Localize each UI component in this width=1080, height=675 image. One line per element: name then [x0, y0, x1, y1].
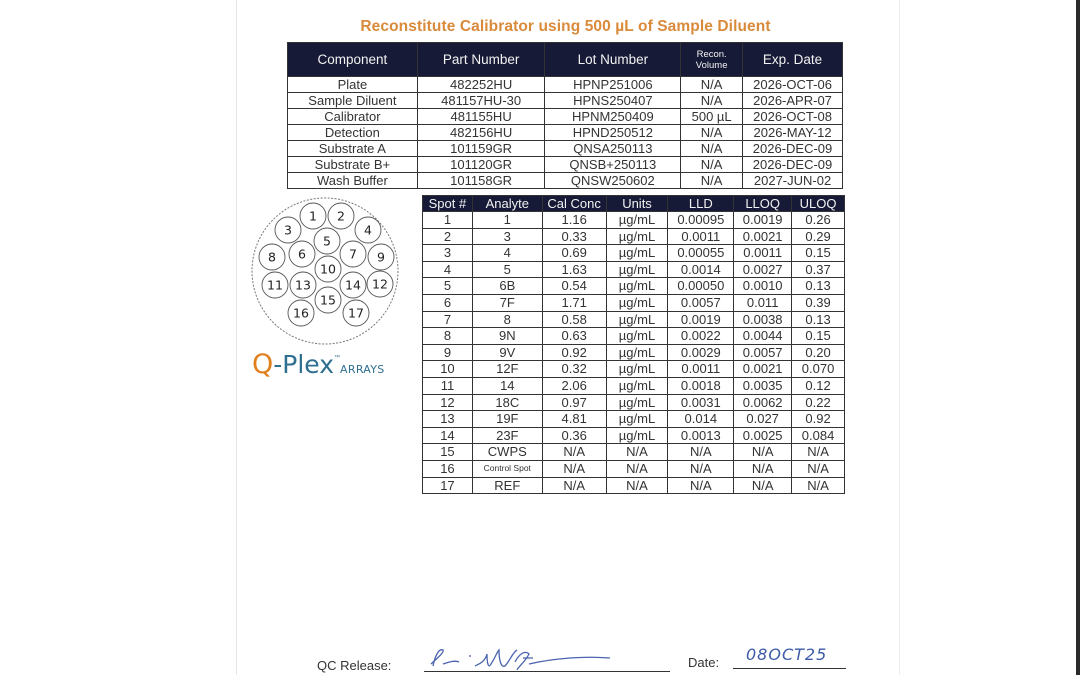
analyte: 14 — [472, 377, 542, 394]
lld: 0.014 — [668, 411, 734, 428]
document-title: Reconstitute Calibrator using 500 µL of Sample Diluent — [360, 18, 771, 35]
date-label: Date: — [688, 655, 720, 670]
logo-trademark: ™ — [334, 355, 341, 361]
component-row — [288, 109, 843, 125]
uloq: 0.92 — [792, 411, 845, 428]
spot-label: 3 — [284, 222, 292, 238]
spot-label: 17 — [348, 305, 364, 321]
part-number: 482252HU — [417, 77, 545, 93]
lld: 0.0018 — [668, 377, 734, 394]
header-spot-number: Spot # — [423, 196, 473, 212]
cal-conc: 4.81 — [542, 411, 606, 428]
header-lld: LLD — [668, 196, 734, 212]
spot-label: 12 — [372, 276, 388, 292]
spot-number: 16 — [423, 460, 473, 477]
part-number: 101159GR — [417, 141, 545, 157]
analyte: 12F — [472, 361, 542, 378]
lloq: 0.0011 — [734, 245, 792, 262]
lot-number: HPNP251006 — [545, 77, 681, 93]
lld: N/A — [668, 460, 734, 477]
analyte: 6B — [472, 278, 542, 295]
spot-label: 8 — [268, 249, 276, 265]
units: µg/mL — [606, 311, 668, 328]
units: µg/mL — [606, 361, 668, 378]
uloq: 0.13 — [792, 311, 845, 328]
uloq: 0.26 — [792, 212, 845, 229]
spot-row — [423, 311, 845, 328]
analyte: Control Spot — [472, 460, 542, 477]
spot-array-svg — [250, 196, 400, 346]
analyte: REF — [472, 477, 542, 494]
spot-row — [423, 477, 845, 494]
spot-label: 7 — [349, 246, 357, 262]
uloq: 0.15 — [792, 245, 845, 262]
spot-row — [423, 212, 845, 229]
spot-number: 9 — [423, 344, 473, 361]
cal-conc: 0.54 — [542, 278, 606, 295]
units: µg/mL — [606, 411, 668, 428]
uloq: 0.13 — [792, 278, 845, 295]
cal-conc: 0.92 — [542, 344, 606, 361]
analyte: 19F — [472, 411, 542, 428]
analyte: 3 — [472, 228, 542, 245]
qc-release-label: QC Release: — [317, 658, 392, 673]
spot-row — [423, 427, 845, 444]
spot-row — [423, 261, 845, 278]
lloq: N/A — [734, 477, 792, 494]
spot-row — [423, 328, 845, 345]
header-cal-conc: Cal Conc — [542, 196, 606, 212]
lloq: N/A — [734, 460, 792, 477]
component-name: Sample Diluent — [288, 93, 418, 109]
uloq: 0.39 — [792, 294, 845, 311]
units: N/A — [606, 444, 668, 461]
spot-number: 3 — [423, 245, 473, 262]
scan-border — [1076, 0, 1080, 675]
units: µg/mL — [606, 294, 668, 311]
uloq: 0.15 — [792, 328, 845, 345]
spot-number: 5 — [423, 278, 473, 295]
spot-number: 7 — [423, 311, 473, 328]
lloq: 0.0057 — [734, 344, 792, 361]
exp-date: 2026-MAY-12 — [743, 125, 843, 141]
component-name: Substrate A — [288, 141, 418, 157]
component-name: Substrate B+ — [288, 157, 418, 173]
analyte: 9V — [472, 344, 542, 361]
spot-label: 9 — [377, 249, 385, 265]
analyte: 23F — [472, 427, 542, 444]
units: µg/mL — [606, 377, 668, 394]
spot-number: 12 — [423, 394, 473, 411]
spot-row — [423, 278, 845, 295]
cal-conc: 0.36 — [542, 427, 606, 444]
component-row — [288, 141, 843, 157]
components-header-row — [288, 43, 843, 77]
cal-conc: 0.33 — [542, 228, 606, 245]
units: µg/mL — [606, 427, 668, 444]
exp-date: 2026-OCT-08 — [743, 109, 843, 125]
lloq: 0.027 — [734, 411, 792, 428]
lld: N/A — [668, 444, 734, 461]
spot-label: 10 — [320, 261, 336, 277]
spot-number: 13 — [423, 411, 473, 428]
recon-volume: N/A — [681, 93, 743, 109]
cal-conc: N/A — [542, 444, 606, 461]
recon-volume: N/A — [681, 141, 743, 157]
spot-number: 2 — [423, 228, 473, 245]
analyte: 18C — [472, 394, 542, 411]
scan-page-edge-left — [236, 0, 237, 675]
spot-row — [423, 344, 845, 361]
spot-label: 13 — [295, 277, 311, 293]
lloq: 0.0027 — [734, 261, 792, 278]
cal-conc: N/A — [542, 477, 606, 494]
component-row — [288, 93, 843, 109]
lloq: 0.0010 — [734, 278, 792, 295]
units: µg/mL — [606, 278, 668, 295]
exp-date: 2026-OCT-06 — [743, 77, 843, 93]
part-number: 482156HU — [417, 125, 545, 141]
lld: N/A — [668, 477, 734, 494]
spot-label: 1 — [309, 208, 317, 224]
lld: 0.0022 — [668, 328, 734, 345]
header-analyte: Analyte — [472, 196, 542, 212]
spot-number: 11 — [423, 377, 473, 394]
lld: 0.0011 — [668, 228, 734, 245]
component-name: Plate — [288, 77, 418, 93]
recon-volume: N/A — [681, 157, 743, 173]
analyte: 1 — [472, 212, 542, 229]
spot-row — [423, 460, 845, 477]
component-row — [288, 125, 843, 141]
header-exp-date: Exp. Date — [743, 43, 843, 77]
analyte: 5 — [472, 261, 542, 278]
spots-header-row — [423, 196, 845, 212]
uloq: 0.29 — [792, 228, 845, 245]
lld: 0.0029 — [668, 344, 734, 361]
uloq: 0.20 — [792, 344, 845, 361]
spot-label: 11 — [267, 277, 283, 293]
logo-plex: -Plex — [273, 350, 335, 379]
spot-row — [423, 444, 845, 461]
component-row — [288, 173, 843, 189]
lloq: 0.0035 — [734, 377, 792, 394]
lot-number: QNSA250113 — [545, 141, 681, 157]
component-name: Detection — [288, 125, 418, 141]
cal-conc: 1.16 — [542, 212, 606, 229]
spot-number: 10 — [423, 361, 473, 378]
cal-conc: 0.69 — [542, 245, 606, 262]
spot-label: 2 — [337, 208, 345, 224]
lloq: N/A — [734, 444, 792, 461]
uloq: N/A — [792, 444, 845, 461]
lot-number: QNSW250602 — [545, 173, 681, 189]
uloq: 0.070 — [792, 361, 845, 378]
spot-label: 4 — [364, 222, 372, 238]
spot-number: 6 — [423, 294, 473, 311]
components-table — [287, 42, 843, 189]
date-line — [733, 668, 846, 669]
exp-date: 2027-JUN-02 — [743, 173, 843, 189]
spot-row — [423, 377, 845, 394]
spot-row — [423, 411, 845, 428]
uloq: 0.084 — [792, 427, 845, 444]
lot-number: HPND250512 — [545, 125, 681, 141]
scan-page-edge-right — [899, 0, 900, 675]
units: µg/mL — [606, 394, 668, 411]
lld: 0.00055 — [668, 245, 734, 262]
header-lloq: LLOQ — [734, 196, 792, 212]
analyte: 7F — [472, 294, 542, 311]
units: N/A — [606, 477, 668, 494]
lloq: 0.0062 — [734, 394, 792, 411]
spot-number: 8 — [423, 328, 473, 345]
lld: 0.00050 — [668, 278, 734, 295]
lloq: 0.0025 — [734, 427, 792, 444]
spot-label: 16 — [293, 305, 309, 321]
lld: 0.0013 — [668, 427, 734, 444]
uloq: N/A — [792, 477, 845, 494]
cal-conc: 1.63 — [542, 261, 606, 278]
units: µg/mL — [606, 328, 668, 345]
lld: 0.00095 — [668, 212, 734, 229]
analyte: 4 — [472, 245, 542, 262]
lot-number: HPNM250409 — [545, 109, 681, 125]
spot-label: 14 — [345, 277, 361, 293]
analyte: 8 — [472, 311, 542, 328]
units: µg/mL — [606, 212, 668, 229]
cal-conc: 0.97 — [542, 394, 606, 411]
header-recon-line1: Recon. — [696, 48, 727, 60]
lloq: 0.0021 — [734, 361, 792, 378]
part-number: 481157HU-30 — [417, 93, 545, 109]
spot-label: 6 — [298, 246, 306, 262]
spot-number: 1 — [423, 212, 473, 229]
analyte: CWPS — [472, 444, 542, 461]
lot-number: QNSB+250113 — [545, 157, 681, 173]
part-number: 101120GR — [417, 157, 545, 173]
recon-volume: N/A — [681, 173, 743, 189]
signature-line — [424, 671, 670, 672]
spot-row — [423, 394, 845, 411]
header-component: Component — [288, 43, 418, 77]
component-name: Wash Buffer — [288, 173, 418, 189]
cal-conc: 1.71 — [542, 294, 606, 311]
lld: 0.0014 — [668, 261, 734, 278]
units: N/A — [606, 460, 668, 477]
spot-row — [423, 245, 845, 262]
spots-table — [422, 195, 845, 494]
header-lot-number: Lot Number — [545, 43, 681, 77]
cal-conc: 0.32 — [542, 361, 606, 378]
qplex-arrays-logo — [252, 349, 385, 381]
spot-row — [423, 361, 845, 378]
component-name: Calibrator — [288, 109, 418, 125]
header-part-number: Part Number — [417, 43, 545, 77]
cal-conc: N/A — [542, 460, 606, 477]
qc-signature — [425, 640, 615, 672]
uloq: 0.22 — [792, 394, 845, 411]
lloq: 0.0044 — [734, 328, 792, 345]
header-uloq: ULOQ — [792, 196, 845, 212]
date-handwritten: 08OCT25 — [746, 645, 828, 664]
header-units: Units — [606, 196, 668, 212]
spot-number: 17 — [423, 477, 473, 494]
lld: 0.0057 — [668, 294, 734, 311]
lloq: 0.0019 — [734, 212, 792, 229]
component-row — [288, 157, 843, 173]
exp-date: 2026-APR-07 — [743, 93, 843, 109]
part-number: 101158GR — [417, 173, 545, 189]
cal-conc: 2.06 — [542, 377, 606, 394]
header-recon-line2: Volume — [695, 59, 728, 71]
units: µg/mL — [606, 344, 668, 361]
analyte: 9N — [472, 328, 542, 345]
units: µg/mL — [606, 228, 668, 245]
exp-date: 2026-DEC-09 — [743, 157, 843, 173]
uloq: 0.12 — [792, 377, 845, 394]
part-number: 481155HU — [417, 109, 545, 125]
lld: 0.0019 — [668, 311, 734, 328]
spot-number: 15 — [423, 444, 473, 461]
recon-volume: N/A — [681, 125, 743, 141]
lloq: 0.0021 — [734, 228, 792, 245]
spot-number: 14 — [423, 427, 473, 444]
units: µg/mL — [606, 245, 668, 262]
lloq: 0.0038 — [734, 311, 792, 328]
units: µg/mL — [606, 261, 668, 278]
header-recon-volume — [681, 43, 743, 77]
lloq: 0.011 — [734, 294, 792, 311]
lld: 0.0011 — [668, 361, 734, 378]
cal-conc: 0.58 — [542, 311, 606, 328]
recon-volume: N/A — [681, 77, 743, 93]
logo-q: Q — [252, 349, 274, 380]
spot-label: 5 — [323, 233, 331, 249]
spot-number: 4 — [423, 261, 473, 278]
spot-array-diagram — [250, 196, 400, 346]
recon-volume: 500 µL — [681, 109, 743, 125]
spot-row — [423, 294, 845, 311]
component-row — [288, 77, 843, 93]
lot-number: HPNS250407 — [545, 93, 681, 109]
spot-label: 15 — [320, 292, 336, 308]
qc-release-footer — [0, 640, 1080, 675]
lld: 0.0031 — [668, 394, 734, 411]
logo-arrays: ARRAYS — [340, 363, 385, 376]
uloq: N/A — [792, 460, 845, 477]
uloq: 0.37 — [792, 261, 845, 278]
spot-row — [423, 228, 845, 245]
exp-date: 2026-DEC-09 — [743, 141, 843, 157]
cal-conc: 0.63 — [542, 328, 606, 345]
